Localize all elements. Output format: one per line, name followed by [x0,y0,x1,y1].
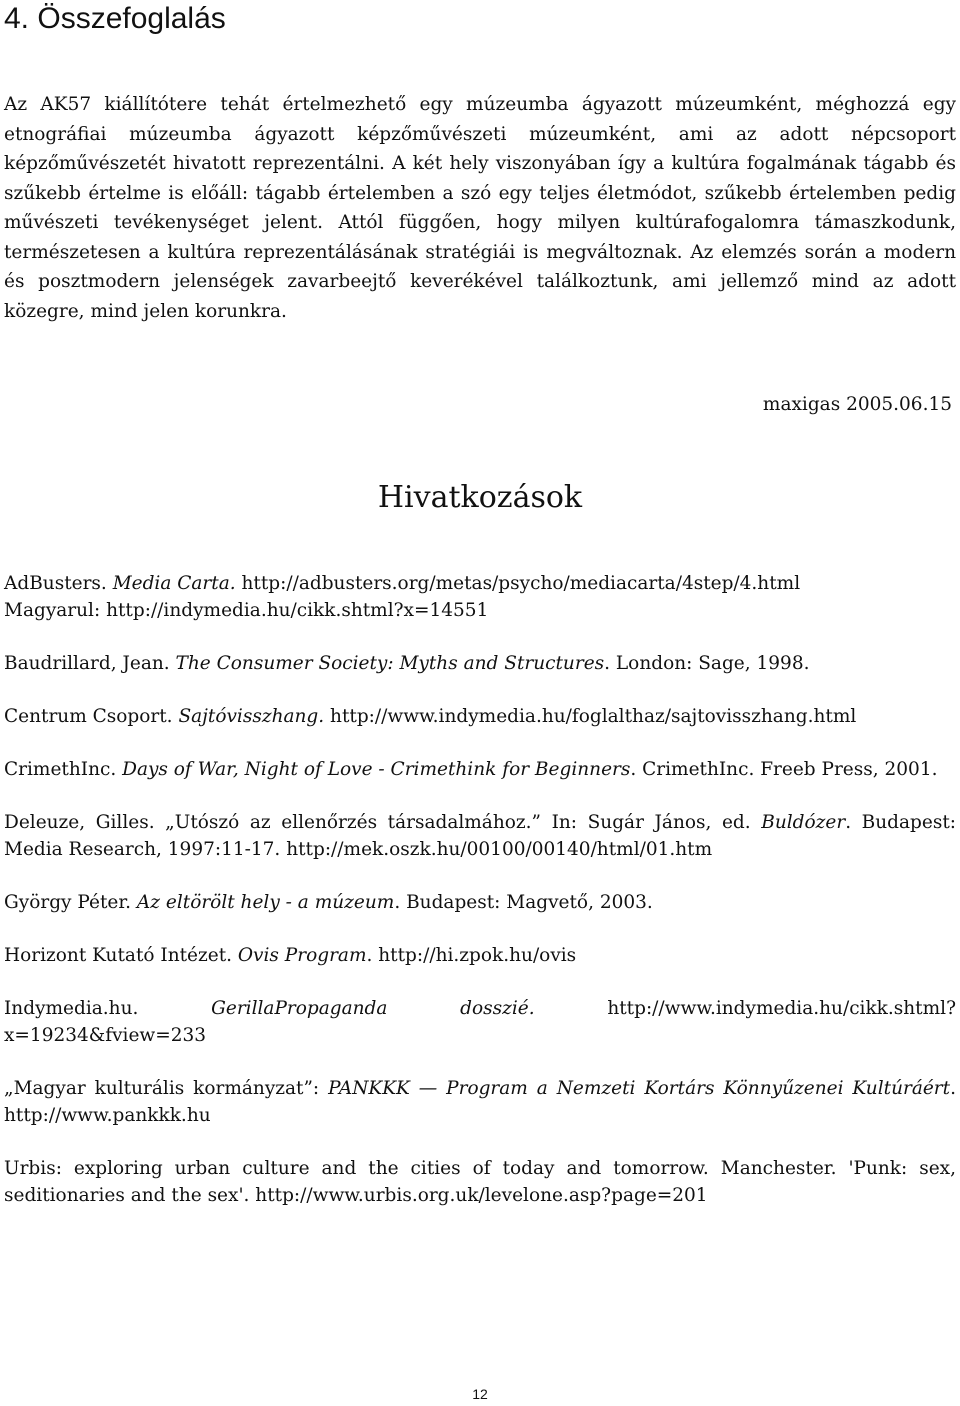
reference-title: Az eltörölt hely - a múzeum [136,892,395,913]
reference-title: Sajtóvisszhang. [178,706,325,727]
section-title: 4. Összefoglalás [4,2,226,35]
reference-item [4,756,956,783]
reference-text: „Magyar kulturális kormányzat”: [4,1078,329,1099]
summary-paragraph: Az AK57 kiállítótere tehát értelmezhető egy múzeumba ágyazott múzeumként, méghozzá egy etnográfiai múzeumba ágyazott képzőművészeti múzeumként, ami az adott népcsoport képzőművészetét hivatott reprezentálni. A két hely viszonyában így a kultúra fogalmának tágabb és szűkebb értelme is előáll: tágabb értelemben a szó egy teljes életmódot, szűkebb értelemben pedig művészeti tevékenységet jelent. Attól függően, hogy milyen kultúrafogalomra támaszkodunk, természetesen a kultúra reprezentálásának stratégiái is megváltoznak. Az elemzés során a modern és posztmodern jelenségek zavarbeejtő keverékével találkoztunk, ami jellemző mind az adott közegre, mind jelen korunkra. [4,94,956,322]
reference-title: The Consumer Society: Myths and Structures [175,653,605,674]
reference-title: Media Carta. [112,573,236,594]
reference-line [4,570,956,597]
reference-text: CrimethInc. [4,759,123,780]
reference-item [4,703,956,730]
reference-link[interactable]: http://www.indymedia.hu/foglalthaz/sajtovisszhang.html [324,706,857,727]
reference-link[interactable]: . Budapest: Media Research, 1997:11-17. http://mek.oszk.hu/00100/00140/html/01.htm [4,812,956,860]
reference-item [4,570,956,624]
reference-text: Deleuze, Gilles. „Utószó az ellenőrzés társadalmához.” In: Sugár János, ed. [4,812,762,833]
references-title: Hivatkozások [377,480,583,515]
reference-link[interactable]: Magyarul: http://indymedia.hu/cikk.shtml?x=14551 [4,600,489,621]
reference-text: . CrimethInc. Freeb Press, 2001. [630,759,938,780]
reference-item [4,889,956,916]
reference-text: György Péter. [4,892,137,913]
reference-title: Buldózer [761,812,846,833]
reference-link[interactable]: . http://hi.zpok.hu/ovis [366,945,577,966]
reference-text: Centrum Csoport. [4,706,179,727]
reference-text: Horizont Kutató Intézet. [4,945,238,966]
reference-item [4,650,956,677]
reference-title: Ovis Program [237,945,367,966]
reference-title: PANKKK — Program a Nemzeti Kortárs Könnyűzenei Kultúráért [328,1078,951,1099]
reference-text: Indymedia.hu. [4,998,212,1019]
reference-title: Days of War, Night of Love - Crimethink for Beginners [122,759,631,780]
reference-link[interactable]: . http://www.pankkk.hu [4,1078,956,1126]
reference-item [4,809,956,863]
reference-item [4,995,956,1049]
reference-link[interactable]: http://adbusters.org/metas/psycho/mediacarta/4step/4.html [235,573,801,594]
reference-item [4,1155,956,1209]
reference-text: . London: Sage, 1998. [604,653,810,674]
reference-title: GerillaPropaganda dosszié. [211,998,535,1019]
reference-text: Baudrillard, Jean. [4,653,176,674]
page-number: 12 [472,1386,488,1402]
reference-item [4,942,956,969]
reference-link[interactable]: http://www.indymedia.hu/cikk.shtml?x=19234&fview=233 [4,998,956,1046]
author-signature: maxigas 2005.06.15 [762,394,952,415]
reference-text: . Budapest: Magvető, 2003. [394,892,653,913]
references-list [4,570,956,1235]
reference-item [4,1075,956,1129]
reference-text: AdBusters. [4,573,113,594]
reference-text: Urbis: exploring urban culture and the cities of today and tomorrow. Manchester. 'Punk: sex, seditionaries and the sex'. http://www.urbis.org.uk/levelone.asp?page=201 [4,1158,956,1206]
